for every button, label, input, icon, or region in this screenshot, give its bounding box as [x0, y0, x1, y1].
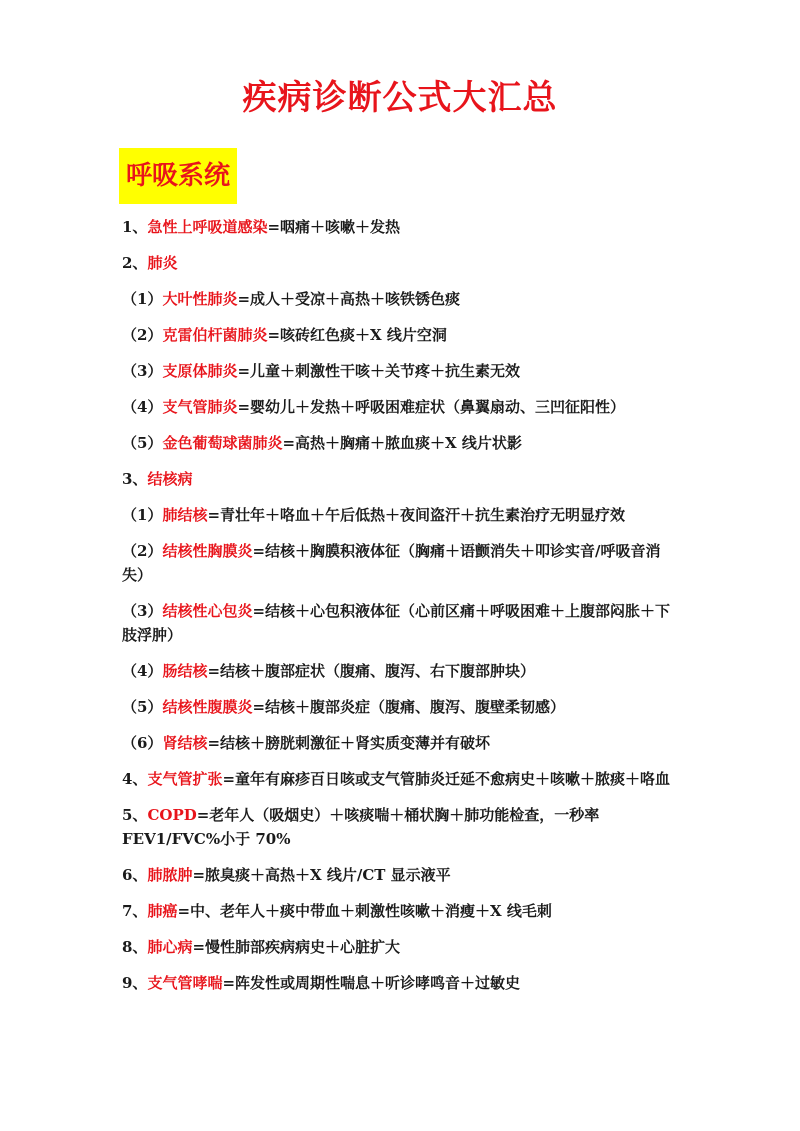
disease-term: 金色葡萄球菌肺炎	[162, 434, 283, 452]
diagnosis-formula: =阵发性或周期性喘息＋听诊哮鸣音＋过敏史	[222, 974, 521, 992]
diagnosis-formula: =中、老年人＋痰中带血＋刺激性咳嗽＋消瘦＋X 线毛刺	[177, 902, 552, 920]
diagnosis-formula: =结核＋心包积液体征（心前区痛＋呼吸困难＋上腹部闷胀＋下肢浮肿）	[122, 602, 671, 644]
diagnosis-formula: =咳砖红色痰＋X 线片空洞	[267, 326, 447, 344]
list-item	[122, 863, 682, 887]
disease-term: 结核性腹膜炎	[162, 698, 253, 716]
item-number: 4、	[122, 770, 148, 788]
item-list	[122, 203, 682, 995]
item-number: （4）	[122, 662, 163, 680]
disease-term: 结核病	[147, 470, 193, 488]
list-item	[122, 503, 682, 527]
item-number: （2）	[122, 542, 163, 560]
diagnosis-formula: =高热＋胸痛＋脓血痰＋X 线片状影	[282, 434, 522, 452]
disease-term: 克雷伯杆菌肺炎	[162, 326, 268, 344]
diagnosis-formula: =结核＋膀胱刺激征＋肾实质变薄并有破坏	[207, 734, 491, 752]
disease-term: COPD	[147, 806, 197, 824]
diagnosis-formula: =咽痛＋咳嗽＋发热	[267, 218, 401, 236]
disease-term: 结核性心包炎	[162, 602, 253, 620]
page-title: 疾病诊断公式大汇总	[242, 78, 558, 118]
list-item	[122, 731, 682, 755]
list-item	[122, 287, 682, 311]
disease-term: 支气管哮喘	[147, 974, 223, 992]
disease-term: 大叶性肺炎	[162, 290, 238, 308]
disease-term: 肾结核	[162, 734, 208, 752]
diagnosis-formula: =儿童＋刺激性干咳＋关节疼＋抗生素无效	[237, 362, 521, 380]
item-number: 5、	[122, 806, 148, 824]
item-number: 7、	[122, 902, 148, 920]
diagnosis-formula: =脓臭痰＋高热＋X 线片/CT 显示液平	[192, 866, 451, 884]
item-number: 3、	[122, 470, 148, 488]
diagnosis-formula: =结核＋胸膜积液体征（胸痛＋语颤消失＋叩诊实音/呼吸音消失）	[122, 542, 661, 584]
diagnosis-formula: =结核＋腹部症状（腹痛、腹泻、右下腹部肿块）	[207, 662, 536, 680]
list-item	[122, 431, 682, 455]
item-number: （4）	[122, 398, 163, 416]
list-item	[122, 935, 682, 959]
disease-term: 支气管扩张	[147, 770, 223, 788]
diagnosis-formula: =婴幼儿＋发热＋呼吸困难症状（鼻翼扇动、三凹征阳性）	[237, 398, 626, 416]
disease-term: 肺结核	[162, 506, 208, 524]
list-item	[122, 323, 682, 347]
diagnosis-formula: =老年人（吸烟史）＋咳痰喘＋桶状胸＋肺功能检查，一秒率 FEV1/FVC%小于 70%	[122, 806, 600, 848]
disease-term: 肠结核	[162, 662, 208, 680]
list-item	[122, 899, 682, 923]
item-number: （5）	[122, 434, 163, 452]
disease-term: 肺癌	[147, 902, 178, 920]
list-item	[122, 767, 682, 791]
diagnosis-formula: =慢性肺部疾病病史＋心脏扩大	[192, 938, 401, 956]
item-number: （1）	[122, 506, 163, 524]
list-item	[122, 251, 682, 275]
disease-term: 急性上呼吸道感染	[147, 218, 268, 236]
item-number: （6）	[122, 734, 163, 752]
disease-term: 肺脓肿	[147, 866, 193, 884]
section-heading: 呼吸系统	[119, 148, 237, 204]
item-number: （1）	[122, 290, 163, 308]
list-item	[122, 467, 682, 491]
item-number: 8、	[122, 938, 148, 956]
list-item	[122, 599, 682, 647]
item-number: （3）	[122, 362, 163, 380]
disease-term: 肺炎	[147, 254, 178, 272]
diagnosis-formula: =童年有麻疹百日咳或支气管肺炎迁延不愈病史＋咳嗽＋脓痰＋咯血	[222, 770, 671, 788]
list-item	[122, 695, 682, 719]
diagnosis-formula: =成人＋受凉＋高热＋咳铁锈色痰	[237, 290, 461, 308]
item-number: 9、	[122, 974, 148, 992]
item-number: 2、	[122, 254, 148, 272]
list-item	[122, 359, 682, 383]
disease-term: 肺心病	[147, 938, 193, 956]
diagnosis-formula: =结核＋腹部炎症（腹痛、腹泻、腹壁柔韧感）	[252, 698, 566, 716]
item-number: 1、	[122, 218, 148, 236]
list-item	[122, 803, 682, 851]
disease-term: 支原体肺炎	[162, 362, 238, 380]
list-item	[122, 659, 682, 683]
disease-term: 结核性胸膜炎	[162, 542, 253, 560]
list-item	[122, 395, 682, 419]
item-number: （5）	[122, 698, 163, 716]
disease-term: 支气管肺炎	[162, 398, 238, 416]
list-item	[122, 215, 682, 239]
item-number: （3）	[122, 602, 163, 620]
list-item	[122, 539, 682, 587]
item-number: （2）	[122, 326, 163, 344]
diagnosis-formula: =青壮年＋咯血＋午后低热＋夜间盗汗＋抗生素治疗无明显疗效	[207, 506, 626, 524]
item-number: 6、	[122, 866, 148, 884]
list-item	[122, 971, 682, 995]
